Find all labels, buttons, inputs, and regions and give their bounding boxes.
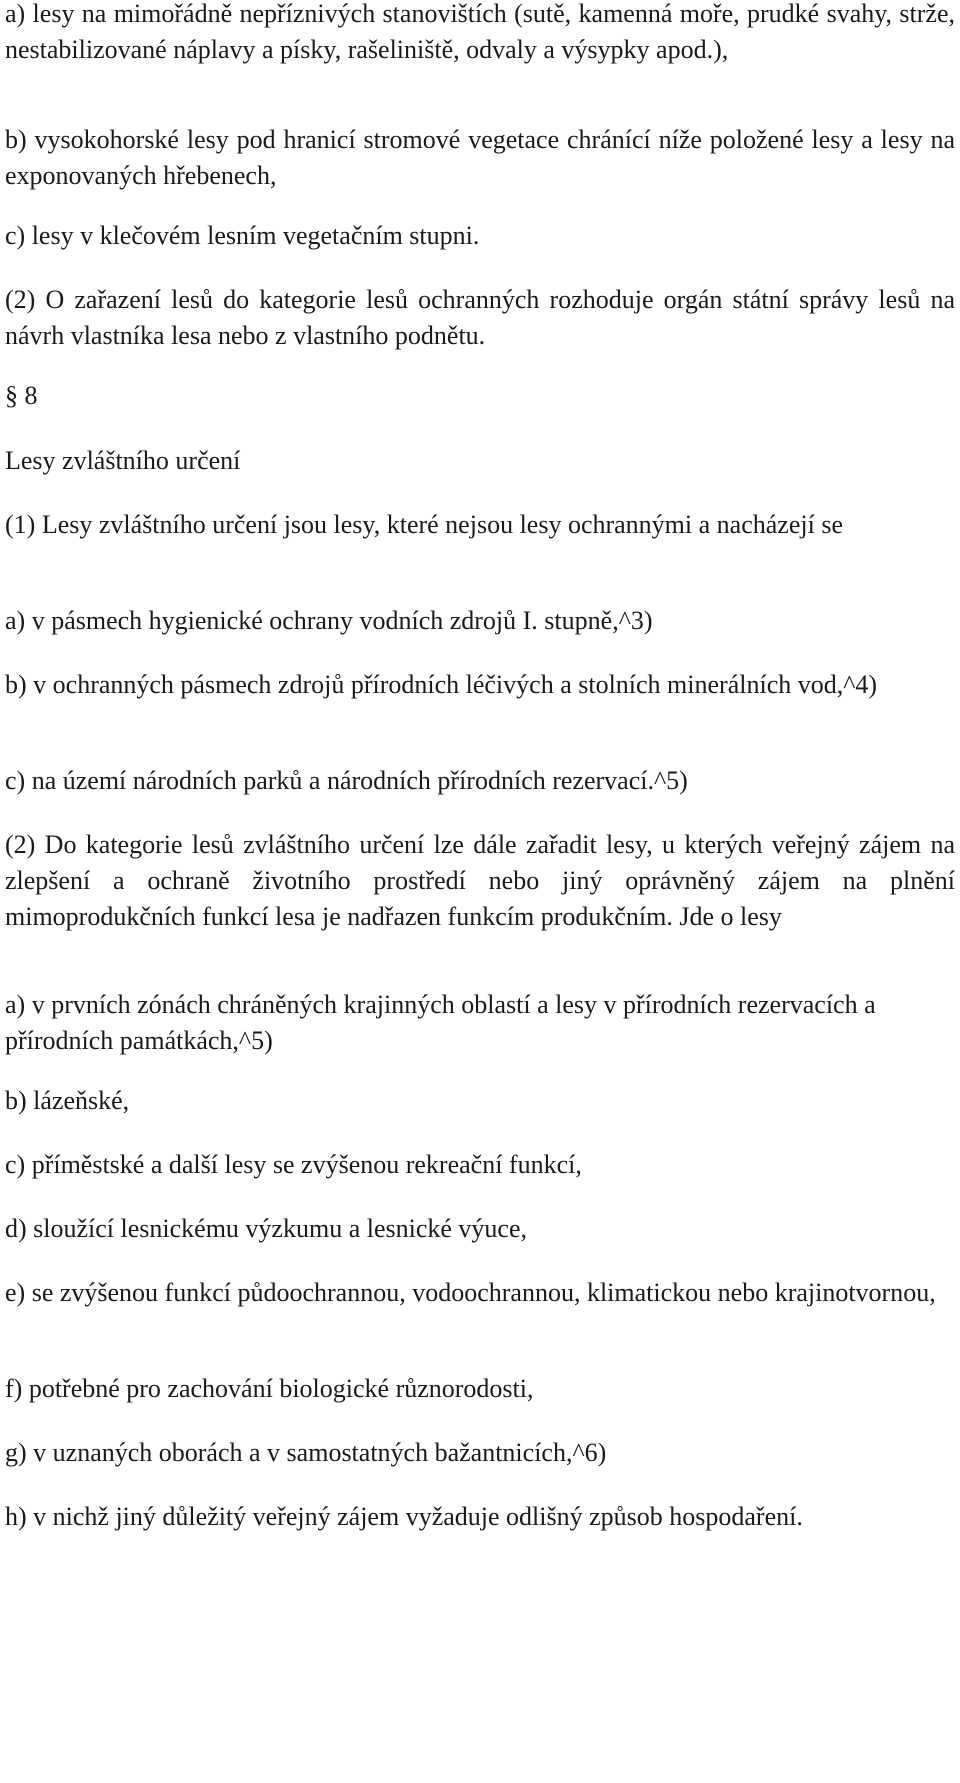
list3-item-c: c) příměstské a další lesy se zvýšenou rekreační funkcí, xyxy=(5,1150,582,1179)
list2-item-a: a) v pásmech hygienické ochrany vodních zdrojů I. stupně,^3) xyxy=(5,606,653,635)
paragraph-7-2: (2) O zařazení lesů do kategorie lesů ochranných rozhoduje orgán státní správy lesů na návrh vlastníka lesa nebo z vlastního podnětu. xyxy=(5,285,955,350)
list3-item-a: a) v prvních zónách chráněných krajinných oblastí a lesy v přírodních rezervacích a přírodních památkách,^5) xyxy=(5,990,876,1055)
list1-item-a: a) lesy na mimořádně nepříznivých stanovištích (sutě, kamenná moře, prudké svahy, strže, nestabilizované náplavy a písky, rašeliniště, odvaly a výsypky apod.), xyxy=(5,0,955,64)
section-title: Lesy zvláštního určení xyxy=(5,446,241,475)
paragraph-8-1: (1) Lesy zvláštního určení jsou lesy, které nejsou lesy ochrannými a nacházejí se xyxy=(5,510,843,539)
list2-item-b: b) v ochranných pásmech zdrojů přírodních léčivých a stolních minerálních vod,^4) xyxy=(5,670,878,699)
list3-item-g: g) v uznaných oborách a v samostatných bažantnicích,^6) xyxy=(5,1438,607,1467)
list2-item-c: c) na území národních parků a národních přírodních rezervací.^5) xyxy=(5,766,688,795)
list1-item-c: c) lesy v klečovém lesním vegetačním stupni. xyxy=(5,221,480,250)
list3-item-d: d) sloužící lesnickému výzkumu a lesnické výuce, xyxy=(5,1214,528,1243)
list3-item-b: b) lázeňské, xyxy=(5,1086,130,1115)
list3-item-f: f) potřebné pro zachování biologické různorodosti, xyxy=(5,1374,534,1403)
list3-item-h: h) v nichž jiný důležitý veřejný zájem vyžaduje odlišný způsob hospodaření. xyxy=(5,1502,803,1531)
paragraph-8-2: (2) Do kategorie lesů zvláštního určení lze dále zařadit lesy, u kterých veřejný zájem na zlepšení a ochraně životního prostředí nebo jiný oprávněný zájem na plnění mimoprodukčních funkcí lesa je nadřazen funkcím produkčním. Jde o lesy xyxy=(5,830,955,931)
list3-item-e: e) se zvýšenou funkcí půdoochrannou, vodoochrannou, klimatickou nebo krajinotvornou, xyxy=(5,1278,936,1307)
section-number: § 8 xyxy=(5,381,38,410)
list1-item-b: b) vysokohorské lesy pod hranicí stromové vegetace chránící níže položené lesy a lesy na exponovaných hřebenech, xyxy=(5,125,955,190)
